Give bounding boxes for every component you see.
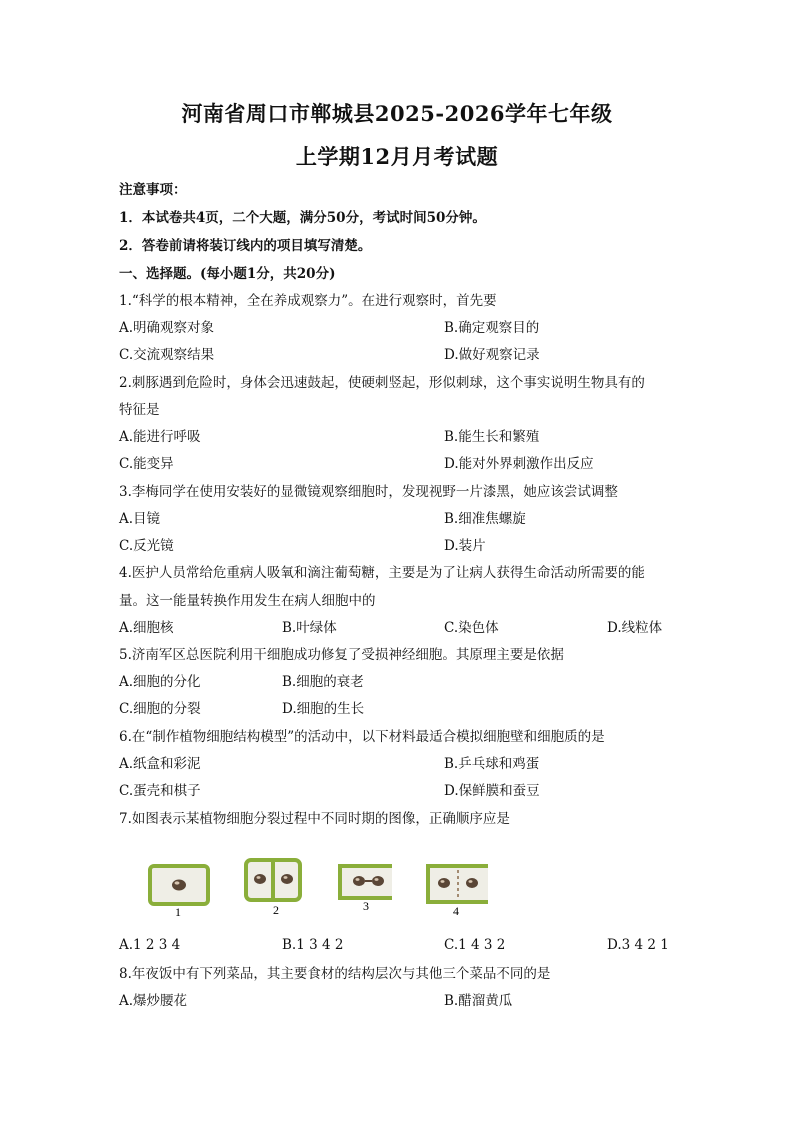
q6-option-d: D.保鲜膜和蚕豆 <box>444 783 540 799</box>
cell-3-nucleus-right <box>372 876 384 886</box>
q2-option-b: B.能生长和繁殖 <box>444 429 540 445</box>
cell-stage-4 <box>428 866 488 918</box>
q3-option-b: B.细准焦螺旋 <box>444 511 526 527</box>
q6-option-c: C.蛋壳和棋子 <box>119 783 201 799</box>
q2-option-d: D.能对外界刺激作出反应 <box>444 456 594 472</box>
q7-option-d: D.3 4 2 1 <box>607 937 669 953</box>
cell-1-nucleus <box>172 880 186 891</box>
q3-option-d: D.装片 <box>444 538 486 554</box>
q5-option-c: C.细胞的分裂 <box>119 701 201 717</box>
q7-option-a: A.1 2 3 4 <box>119 937 181 953</box>
question-4-stem-line1: 4.医护人员常给危重病人吸氧和滴注葡萄糖，主要是为了让病人获得生命活动所需要的能 <box>119 565 645 581</box>
q6-option-a: A.纸盒和彩泥 <box>119 756 201 772</box>
q1-option-b: B.确定观察目的 <box>444 320 540 336</box>
notes-item-2: 2．答卷前请将装订线内的项目填写清楚。 <box>119 238 372 254</box>
question-3-stem: 3.李梅同学在使用安装好的显微镜观察细胞时，发现视野一片漆黑，她应该尝试调整 <box>119 484 618 500</box>
question-2-stem-line2: 特征是 <box>119 402 160 418</box>
q6-option-b: B.乒乓球和鸡蛋 <box>444 756 540 772</box>
cell-2-nucleus-right <box>281 874 293 884</box>
cell-stage-1 <box>150 866 208 919</box>
question-7-stem: 7.如图表示某植物细胞分裂过程中不同时期的图像，正确顺序应是 <box>119 811 510 827</box>
cell-2-nucleus-left <box>254 874 266 884</box>
question-2-stem-line1: 2.刺豚遇到危险时，身体会迅速鼓起，使硬刺竖起，形似刺球，这个事实说明生物具有的 <box>119 375 645 391</box>
cell-4-nucleus-left <box>438 878 450 888</box>
q8-option-b: B.醋溜黄瓜 <box>444 993 513 1009</box>
q1-option-a: A.明确观察对象 <box>119 320 215 336</box>
q8-option-a: A.爆炒腰花 <box>119 993 188 1009</box>
figure-label-2: 2 <box>273 903 279 917</box>
q4-option-a: A.细胞核 <box>119 620 174 636</box>
q1-option-c: C.交流观察结果 <box>119 347 215 363</box>
q4-option-d: D.线粒体 <box>607 620 663 636</box>
exam-title-line1: 河南省周口市郸城县2025-2026学年七年级 <box>181 101 613 126</box>
notes-heading: 注意事项： <box>119 182 187 198</box>
figure-label-4: 4 <box>453 904 459 918</box>
q3-option-c: C.反光镜 <box>119 538 174 554</box>
q5-option-a: A.细胞的分化 <box>119 674 201 690</box>
q5-option-d: D.细胞的生长 <box>282 701 365 717</box>
figure-label-3: 3 <box>363 899 369 913</box>
question-8-stem: 8.年夜饭中有下列菜品，其主要食材的结构层次与其他三个菜品不同的是 <box>119 966 551 982</box>
question-4-stem-line2: 量。这一能量转换作用发生在病人细胞中的 <box>119 593 376 609</box>
question-1-stem: 1.“科学的根本精神，全在养成观察力”。在进行观察时，首先要 <box>119 293 497 309</box>
q5-option-b: B.细胞的衰老 <box>282 674 364 690</box>
q4-option-c: C.染色体 <box>444 620 499 636</box>
cell-3-nucleus-left <box>353 876 365 886</box>
exam-title-line2: 上学期12月月考试题 <box>295 144 499 169</box>
question-6-stem: 6.在“制作植物细胞结构模型”的活动中，以下材料最适合模拟细胞壁和细胞质的是 <box>119 729 605 745</box>
cell-stage-3 <box>340 866 392 913</box>
cell-stage-2 <box>246 860 300 917</box>
section-heading: 一、选择题。(每小题1分，共20分) <box>119 266 336 282</box>
q4-option-b: B.叶绿体 <box>282 620 337 636</box>
figure-label-1: 1 <box>175 905 181 919</box>
q7-option-c: C.1 4 3 2 <box>444 937 506 953</box>
q3-option-a: A.目镜 <box>119 511 161 527</box>
question-5-stem: 5.济南军区总医院利用干细胞成功修复了受损神经细胞。其原理主要是依据 <box>119 647 564 663</box>
cell-division-figure <box>140 852 500 924</box>
q2-option-a: A.能进行呼吸 <box>119 429 201 445</box>
notes-item-1: 1．本试卷共4页，二个大题，满分50分，考试时间50分钟。 <box>119 210 486 226</box>
q7-option-b: B.1 3 4 2 <box>282 937 344 953</box>
cell-division-diagram <box>140 852 500 924</box>
q1-option-d: D.做好观察记录 <box>444 347 540 363</box>
q2-option-c: C.能变异 <box>119 456 174 472</box>
cell-4-nucleus-right <box>466 878 478 888</box>
